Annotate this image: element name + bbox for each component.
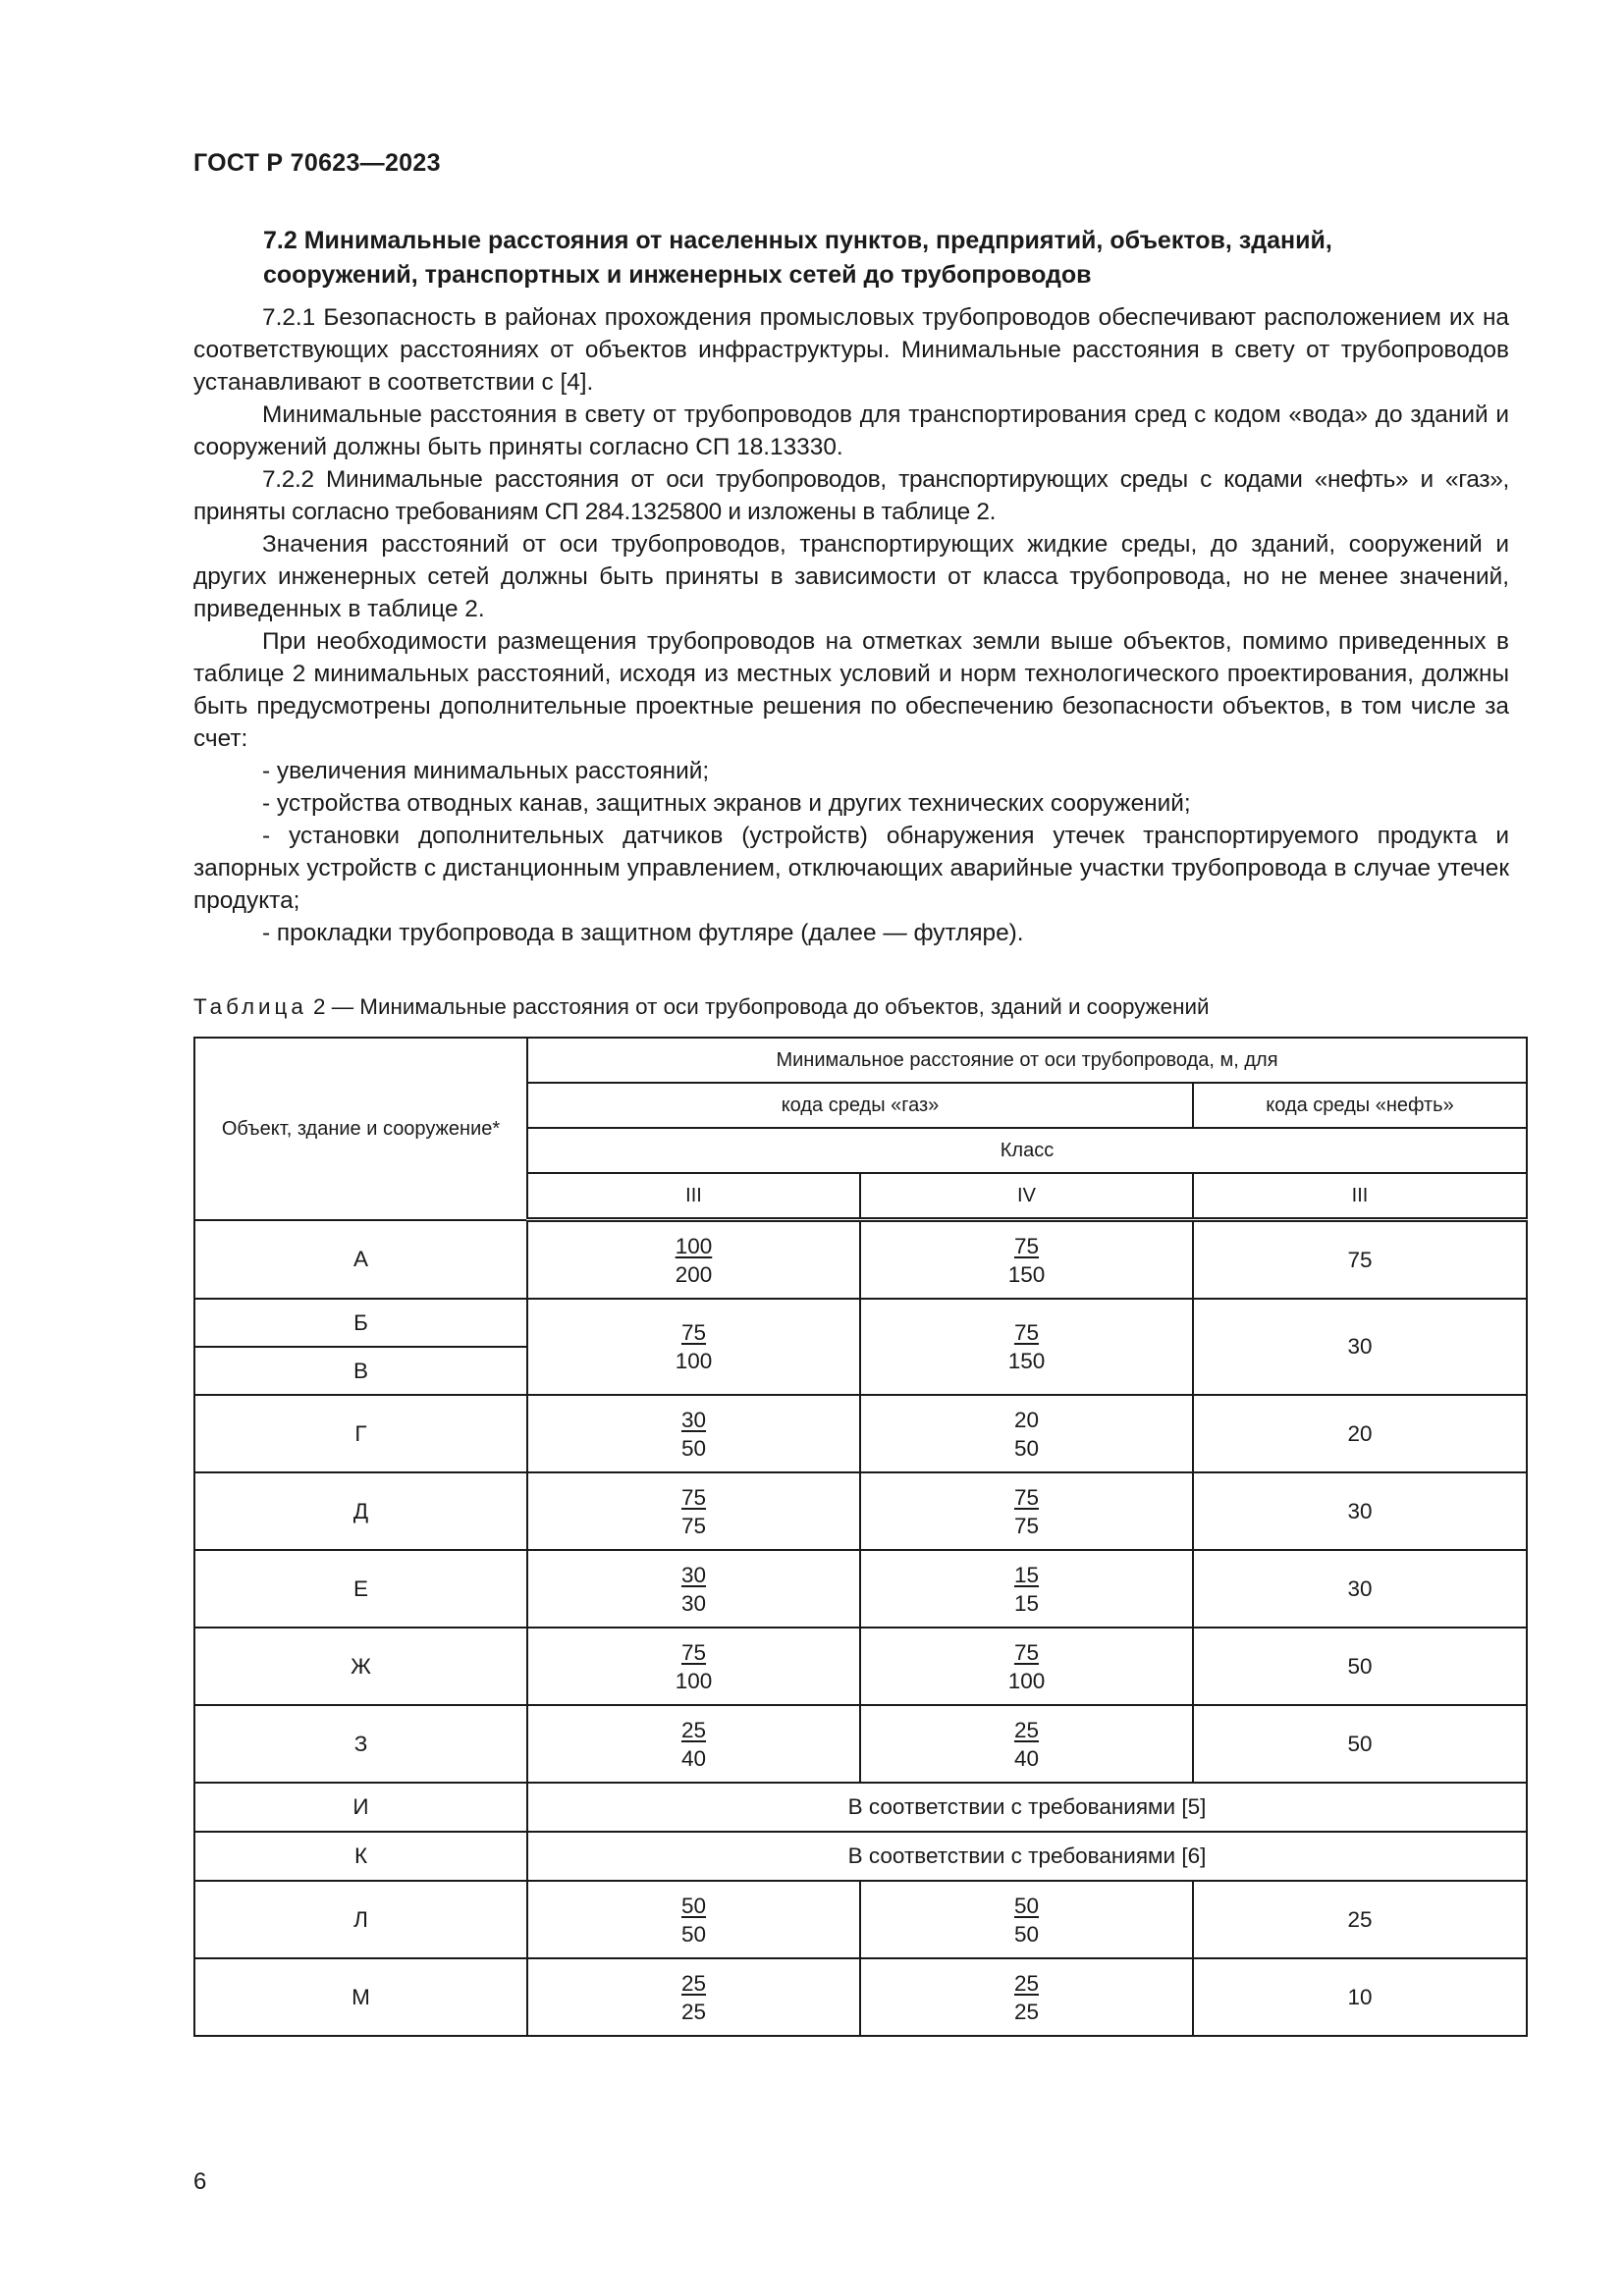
cell-object: Е bbox=[194, 1550, 527, 1628]
fraction-numerator: 75 bbox=[1013, 1639, 1039, 1665]
fraction-denominator: 50 bbox=[680, 1921, 707, 1947]
paragraph: При необходимости размещения трубопроводов на отметках земли выше объектов, помимо приведенных в таблице 2 минимальных расстояний, исходя из местных условий и норм технологического проектирования, должны быть предусмотрены дополнительные проектные решения по обеспечению безопасности объектов, в том числе за счет: bbox=[193, 628, 1509, 752]
table-caption-text: 2 — Минимальные расстояния от оси трубопровода до объектов, зданий и сооружений bbox=[306, 994, 1210, 1019]
header-class-oil-3: III bbox=[1193, 1173, 1527, 1220]
cell-object: Г bbox=[194, 1395, 527, 1472]
page-number: 6 bbox=[193, 2168, 207, 2195]
cell-gas-4 bbox=[860, 1472, 1193, 1550]
distance-table bbox=[193, 1037, 1528, 2037]
cell-oil-3: 20 bbox=[1193, 1395, 1527, 1472]
table-row bbox=[194, 1881, 1527, 1958]
cell-oil-3: 25 bbox=[1193, 1881, 1527, 1958]
cell-gas-4 bbox=[860, 1628, 1193, 1705]
cell-object: К bbox=[194, 1832, 527, 1881]
cell-oil-3: 30 bbox=[1193, 1299, 1527, 1395]
cell-span-requirement: В соответствии с требованиями [6] bbox=[527, 1832, 1527, 1881]
value-bottom: 50 bbox=[1013, 1435, 1040, 1461]
fraction-numerator: 75 bbox=[680, 1484, 707, 1510]
cell-object: Б bbox=[194, 1299, 527, 1347]
paragraph: 7.2.2 Минимальные расстояния от оси трубопроводов, транспортирующих среды с кодами «нефть» и «газ», приняты согласно требованиям СП 284.1325800 и изложены в таблице 2. bbox=[193, 466, 1509, 525]
cell-gas-3 bbox=[527, 1705, 860, 1783]
value-top: 20 bbox=[1013, 1407, 1040, 1432]
paragraph: 7.2.1 Безопасность в районах прохождения промысловых трубопроводов обеспечивают расположением их на соответствующих расстояниях от объектов инфраструктуры. Минимальные расстояния в свету от трубопроводов устанавливают в соответствии с [4]. bbox=[193, 304, 1509, 396]
paragraph: Минимальные расстояния в свету от трубопроводов для транспортирования сред с кодом «вода» до зданий и сооружений должны быть приняты согласно СП 18.13330. bbox=[193, 401, 1509, 460]
fraction-denominator: 50 bbox=[1013, 1921, 1040, 1947]
table-row bbox=[194, 1472, 1527, 1550]
section-title-line: сооружений, транспортных и инженерных сетей до трубопроводов bbox=[263, 261, 1092, 289]
table-row bbox=[194, 1705, 1527, 1783]
fraction-denominator: 25 bbox=[680, 1999, 707, 2024]
fraction-denominator: 25 bbox=[1013, 1999, 1040, 2024]
cell-gas-3 bbox=[527, 1628, 860, 1705]
cell-gas-3 bbox=[527, 1220, 860, 1300]
document-header: ГОСТ Р 70623—2023 bbox=[193, 149, 441, 177]
fraction-denominator: 75 bbox=[1013, 1513, 1040, 1538]
cell-oil-3: 30 bbox=[1193, 1550, 1527, 1628]
fraction-numerator: 75 bbox=[680, 1320, 706, 1345]
cell-oil-3: 10 bbox=[1193, 1958, 1527, 2036]
fraction-numerator: 30 bbox=[680, 1562, 707, 1587]
fraction-numerator: 100 bbox=[675, 1233, 713, 1258]
cell-object: Л bbox=[194, 1881, 527, 1958]
table-caption bbox=[193, 992, 1529, 1022]
cell-gas-3 bbox=[527, 1395, 860, 1472]
fraction-denominator: 40 bbox=[680, 1745, 707, 1771]
cell-gas-4 bbox=[860, 1881, 1193, 1958]
table-row bbox=[194, 1395, 1527, 1472]
cell-oil-3: 50 bbox=[1193, 1705, 1527, 1783]
fraction-numerator: 75 bbox=[1013, 1233, 1039, 1258]
fraction-denominator: 100 bbox=[675, 1668, 713, 1693]
fraction-numerator: 75 bbox=[680, 1639, 706, 1665]
fraction-numerator: 25 bbox=[1013, 1717, 1040, 1742]
section-title bbox=[263, 224, 1530, 293]
header-class-gas-3: III bbox=[527, 1173, 860, 1220]
table-caption-label: Таблица bbox=[193, 994, 307, 1019]
cell-span-requirement: В соответствии с требованиями [5] bbox=[527, 1783, 1527, 1832]
header-class-gas-4: IV bbox=[860, 1173, 1193, 1220]
fraction-numerator: 30 bbox=[680, 1407, 707, 1432]
table-row bbox=[194, 1783, 1527, 1832]
fraction-numerator: 25 bbox=[1013, 1970, 1040, 1996]
cell-object: А bbox=[194, 1220, 527, 1300]
fraction-denominator: 75 bbox=[680, 1513, 707, 1538]
cell-oil-3: 75 bbox=[1193, 1220, 1527, 1300]
fraction-numerator: 50 bbox=[680, 1893, 707, 1918]
fraction-denominator: 40 bbox=[1013, 1745, 1040, 1771]
cell-object: В bbox=[194, 1347, 527, 1395]
fraction-denominator: 50 bbox=[680, 1435, 707, 1461]
table-header-row bbox=[194, 1038, 1527, 1083]
cell-gas-4 bbox=[860, 1958, 1193, 2036]
cell-gas-3 bbox=[527, 1472, 860, 1550]
cell-gas-3 bbox=[527, 1958, 860, 2036]
header-oil: кода среды «нефть» bbox=[1193, 1083, 1527, 1128]
cell-gas-4 bbox=[860, 1220, 1193, 1300]
list-item: - прокладки трубопровода в защитном футляре (далее — футляре). bbox=[262, 920, 1024, 946]
table-row bbox=[194, 1220, 1527, 1300]
fraction-denominator: 15 bbox=[1013, 1590, 1040, 1616]
list-item: - установки дополнительных датчиков (устройств) обнаружения утечек транспортируемого продукта и запорных устройств с дистанционным управлением, отключающих аварийные участки трубопровода в случае утечек продукта; bbox=[193, 823, 1509, 914]
header-class: Класс bbox=[527, 1128, 1527, 1173]
fraction-denominator: 100 bbox=[1007, 1668, 1046, 1693]
paragraph: Значения расстояний от оси трубопроводов, транспортирующих жидкие среды, до зданий, сооружений и других инженерных сетей должны быть приняты в зависимости от класса трубопровода, но не менее значений, приведенных в таблице 2. bbox=[193, 531, 1509, 622]
body-text bbox=[193, 301, 1509, 949]
fraction-numerator: 50 bbox=[1013, 1893, 1040, 1918]
cell-object: М bbox=[194, 1958, 527, 2036]
table-row bbox=[194, 1958, 1527, 2036]
fraction-numerator: 75 bbox=[1013, 1320, 1039, 1345]
cell-object: З bbox=[194, 1705, 527, 1783]
list-item: - устройства отводных канав, защитных экранов и других технических сооружений; bbox=[262, 790, 1191, 817]
cell-oil-3: 50 bbox=[1193, 1628, 1527, 1705]
cell-gas-4 bbox=[860, 1395, 1193, 1472]
header-gas: кода среды «газ» bbox=[527, 1083, 1193, 1128]
fraction-denominator: 200 bbox=[675, 1261, 713, 1287]
header-object: Объект, здание и сооружение* bbox=[194, 1038, 527, 1220]
cell-gas-4 bbox=[860, 1550, 1193, 1628]
cell-gas-4 bbox=[860, 1299, 1193, 1395]
cell-gas-4 bbox=[860, 1705, 1193, 1783]
fraction-numerator: 75 bbox=[1013, 1484, 1040, 1510]
cell-object: И bbox=[194, 1783, 527, 1832]
fraction-denominator: 150 bbox=[1007, 1349, 1046, 1373]
fraction-denominator: 30 bbox=[680, 1590, 707, 1616]
cell-object: Д bbox=[194, 1472, 527, 1550]
section-title-line: 7.2 Минимальные расстояния от населенных пунктов, предприятий, объектов, зданий, bbox=[263, 227, 1332, 254]
fraction-numerator: 25 bbox=[680, 1970, 707, 1996]
header-group: Минимальное расстояние от оси трубопровода, м, для bbox=[527, 1038, 1527, 1083]
table-row bbox=[194, 1628, 1527, 1705]
cell-gas-3 bbox=[527, 1299, 860, 1395]
fraction-denominator: 150 bbox=[1007, 1261, 1046, 1287]
cell-gas-3 bbox=[527, 1550, 860, 1628]
cell-object: Ж bbox=[194, 1628, 527, 1705]
fraction-denominator: 100 bbox=[675, 1349, 713, 1373]
cell-oil-3: 30 bbox=[1193, 1472, 1527, 1550]
fraction-numerator: 15 bbox=[1013, 1562, 1040, 1587]
list-item: - увеличения минимальных расстояний; bbox=[262, 758, 710, 784]
table-row bbox=[194, 1299, 1527, 1347]
fraction-numerator: 25 bbox=[680, 1717, 707, 1742]
cell-gas-3 bbox=[527, 1881, 860, 1958]
table-row bbox=[194, 1832, 1527, 1881]
table-row bbox=[194, 1550, 1527, 1628]
